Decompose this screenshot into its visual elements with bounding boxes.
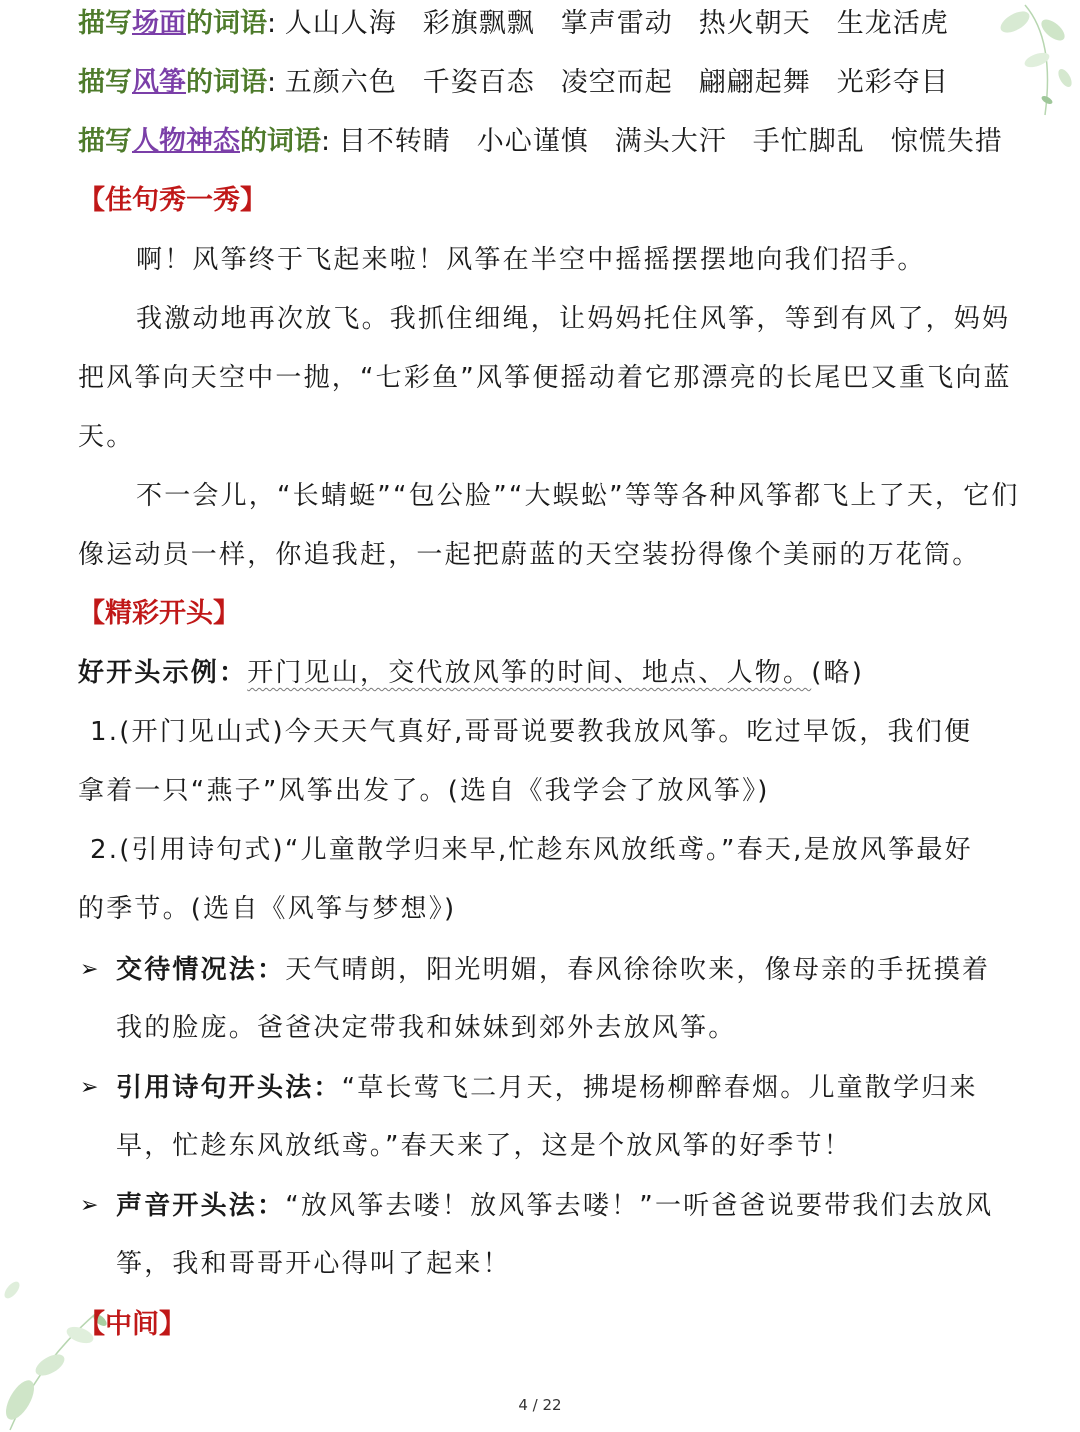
arrow-bullet-icon: ➢ [80,957,99,982]
example-item-2: 2.(引用诗句式)“儿童散学归来早,忙趁东风放纸鸢。”春天,是放风筝最好 [90,835,973,865]
vocab-line-scene: 描写场面的词语: 人山人海 彩旗飘飘 掌声雷动 热火朝天 生龙活虎 [78,8,949,39]
paragraph-line: 我激动地再次放飞。我抓住细绳，让妈妈托住风筝，等到有风了，妈妈 [136,304,1011,334]
paragraph-line: 像运动员一样，你追我赶，一起把蔚蓝的天空装扮得像个美丽的万花筒。 [78,540,981,570]
leaf-decoration-icon [985,0,1080,120]
bullet-item-sound: 声音开头法：“放风筝去喽！放风筝去喽！”一听爸爸说要带我们去放风 [116,1191,994,1221]
paragraph-line: 啊！风筝终于飞起来啦！风筝在半空中摇摇摆摆地向我们招手。 [136,245,926,275]
example-line: 好开头示例：开门见山，交代放风筝的时间、地点、人物。(略) [78,658,865,688]
page-number: 4 / 22 [518,1396,562,1414]
section-heading-opening: 【精彩开头】 [78,598,240,629]
paragraph-line: 不一会儿，“长蜻蜓”“包公脸”“大蜈蚣”等等各种风筝都飞上了天，它们 [136,481,1020,511]
example-item-1: 1.(开门见山式)今天天气真好,哥哥说要教我放风筝。吃过早饭，我们便 [90,717,973,747]
paragraph-line: 天。 [78,422,135,452]
example-item-1-cont: 拿着一只“燕子”风筝出发了。(选自《我学会了放风筝》) [78,776,770,806]
bullet-item-poem: 引用诗句开头法：“草长莺飞二月天，拂堤杨柳醉春烟。儿童散学归来 [116,1073,978,1103]
section-heading-good-sentences: 【佳句秀一秀】 [78,185,267,216]
paragraph-line: 把风筝向天空中一抛，“七彩鱼”风筝便摇动着它那漂亮的长尾巴又重飞向蓝 [78,363,1012,393]
bullet-item-situation: 交待情况法：天气晴朗，阳光明媚，春风徐徐吹来，像母亲的手抚摸着 [116,955,991,985]
vocab-line-expression: 描写人物神态的词语: 目不转睛 小心谨慎 满头大汗 手忙脚乱 惊慌失措 [78,126,1003,157]
arrow-bullet-icon: ➢ [80,1075,99,1100]
bullet-item-sound-cont: 筝，我和哥哥开心得叫了起来！ [116,1249,511,1279]
vocab-line-kite: 描写风筝的词语: 五颜六色 千姿百态 凌空而起 翩翩起舞 光彩夺目 [78,67,949,98]
bullet-item-situation-cont: 我的脸庞。爸爸决定带我和妹妹到郊外去放风筝。 [116,1013,737,1043]
bullet-item-poem-cont: 早，忙趁东风放纸鸢。”春天来了，这是个放风筝的好季节！ [116,1131,852,1161]
arrow-bullet-icon: ➢ [80,1193,99,1218]
section-heading-middle: 【中间】 [78,1309,186,1340]
example-item-2-cont: 的季节。(选自《风筝与梦想》) [78,894,457,924]
